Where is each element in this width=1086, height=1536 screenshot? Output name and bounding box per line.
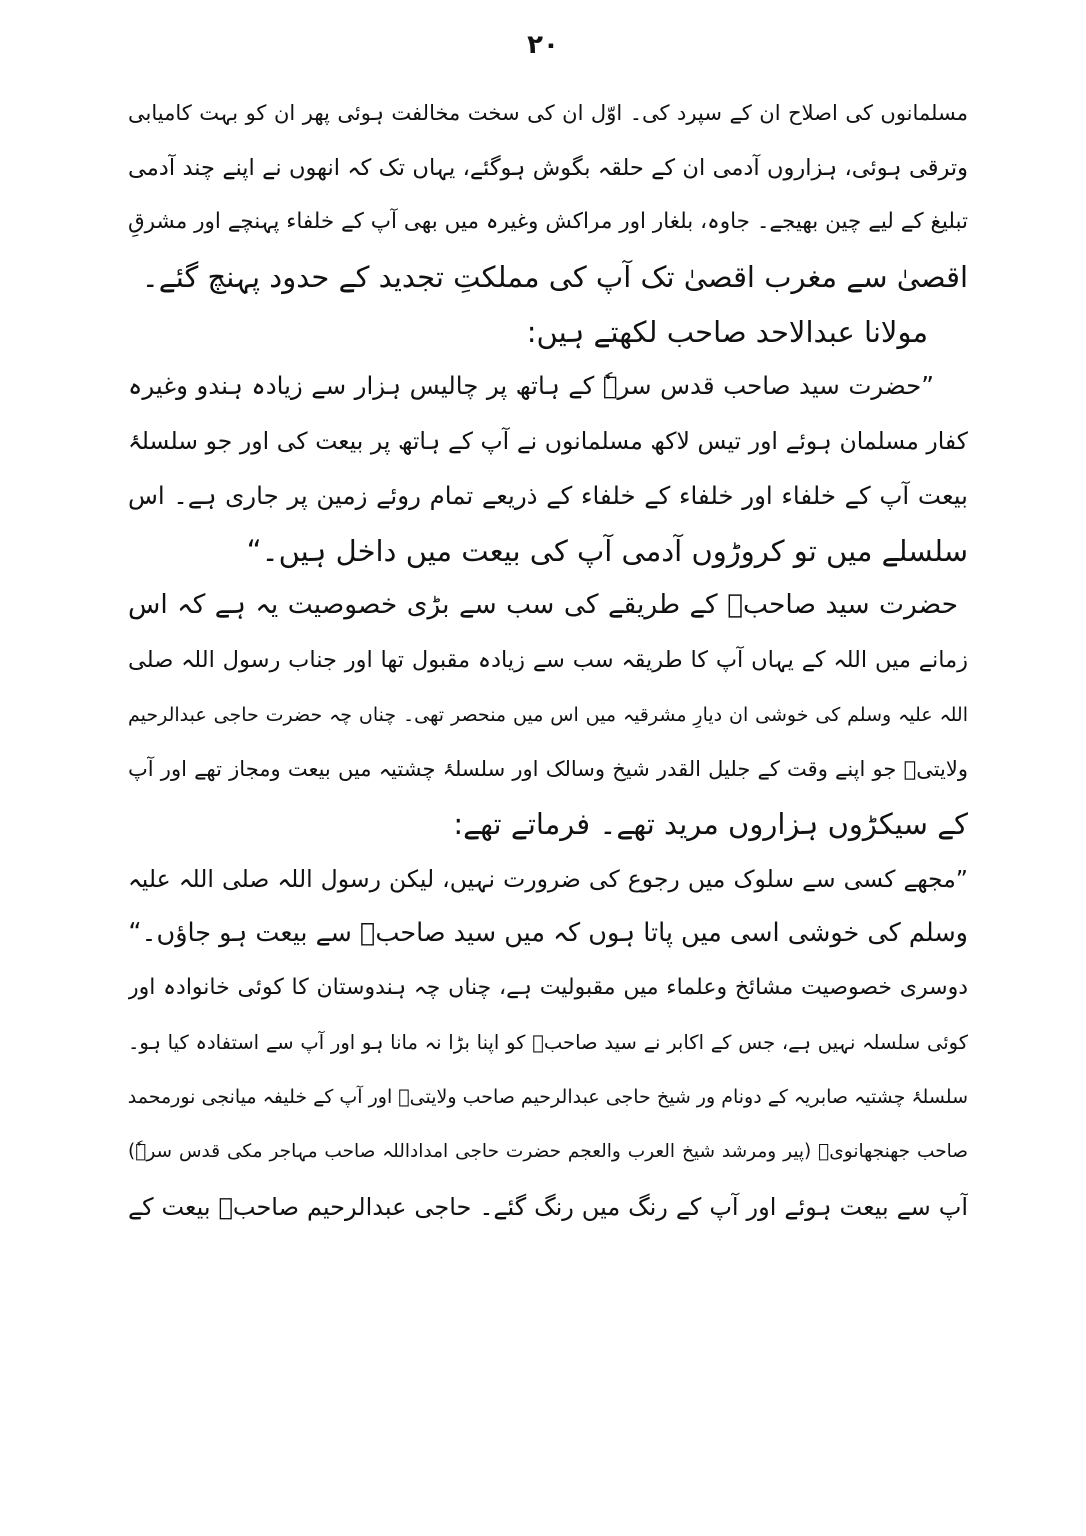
quote-line: سلسلے میں تو کروڑوں آدمی آپ کی بیعت میں داخل ہیں۔“ [246, 533, 968, 568]
quote-line: ”حضرت سید صاحب قدس سرہٗ کے ہاتھ پر چالیس ہزار سے زیادہ ہندو وغیرہ [128, 371, 934, 401]
text-line: اقصیٰ سے مغرب اقصیٰ تک آپ کی مملکتِ تجدید کے حدود پہنچ گئے۔ [141, 260, 968, 295]
text-line: اللہ علیہ وسلم کی خوشی ان دیارِ مشرقیہ میں اس میں منحصر تھی۔ چناں چہ حضرت حاجی عبدالرحیم [128, 703, 968, 726]
text-line: دوسری خصوصیت مشائخ وعلماء میں مقبولیت ہے، چناں چہ ہندوستان کا کوئی خانوادہ اور [128, 975, 968, 1000]
text-line: صاحب جھنجھانویؒ (پیر ومرشد شیخ العرب والعجم حضرت حاجی امداداللہ صاحب مہاجر مکی قدس سرہٗ) [128, 1141, 968, 1163]
quote-line: کفار مسلمان ہوئے اور تیس لاکھ مسلمانوں نے آپ کے ہاتھ پر بیعت کی اور جو سلسلۂ [128, 427, 968, 456]
text-line: وترقی ہوئی، ہزاروں آدمی ان کے حلقہ بگوش ہوگئے، یہاں تک کہ انھوں نے اپنے چند آدمی [128, 154, 968, 181]
body-text [128, 86, 968, 1234]
text-line: کے سیکڑوں ہزاروں مرید تھے۔ فرماتے تھے: [453, 806, 968, 841]
text-line: مسلمانوں کی اصلاح ان کے سپرد کی۔ اوّل ان کی سخت مخالفت ہوئی پھر ان کو بہت کامیابی [128, 101, 968, 125]
page-number: ۲۰ [527, 30, 559, 60]
text-line: کوئی سلسلہ نہیں ہے، جس کے اکابر نے سید صاحبؒ کو اپنا بڑا نہ مانا ہو اور آپ سے استفادہ کیا ہو۔ [128, 1030, 968, 1054]
text-line: حضرت سید صاحبؒ کے طریقے کی سب سے بڑی خصوصیت یہ ہے کہ اس [128, 589, 958, 621]
quote-line: وسلم کی خوشی اسی میں پاتا ہوں کہ میں سید صاحبؒ سے بیعت ہو جاؤں۔“ [128, 918, 968, 949]
text-line: مولانا عبدالاحد صاحب لکھتے ہیں: [526, 314, 928, 349]
quote-line: ”مجھے کسی سے سلوک میں رجوع کی ضرورت نہیں، لیکن رسول اللہ صلی اللہ علیہ [128, 864, 968, 893]
text-line: زمانے میں اللہ کے یہاں آپ کا طریقہ سب سے زیادہ مقبول تھا اور جناب رسول اللہ صلی [128, 646, 968, 673]
text-line: آپ سے بیعت ہوئے اور آپ کے رنگ میں رنگ گئے۔ حاجی عبدالرحیم صاحبؒ بیعت کے [128, 1192, 968, 1221]
text-line: ولایتیؒ جو اپنے وقت کے جلیل القدر شیخ وسالک اور سلسلۂ چشتیہ میں بیعت ومجاز تھے اور آپ [128, 757, 968, 782]
quote-line: بیعت آپ کے خلفاء اور خلفاء کے خلفاء کے ذریعے تمام روئے زمین پر جاری ہے۔ اس [128, 480, 968, 510]
text-line: تبلیغ کے لیے چین بھیجے۔ جاوہ، بلغار اور مراکش وغیرہ میں بھی آپ کے خلفاء پہنچے اور مشرقِ [128, 209, 968, 235]
text-line: سلسلۂ چشتیہ صابریہ کے دونام ور شیخ حاجی عبدالرحیم صاحب ولایتیؒ اور آپ کے خلیفہ میانجی نورمحمد [128, 1086, 968, 1109]
